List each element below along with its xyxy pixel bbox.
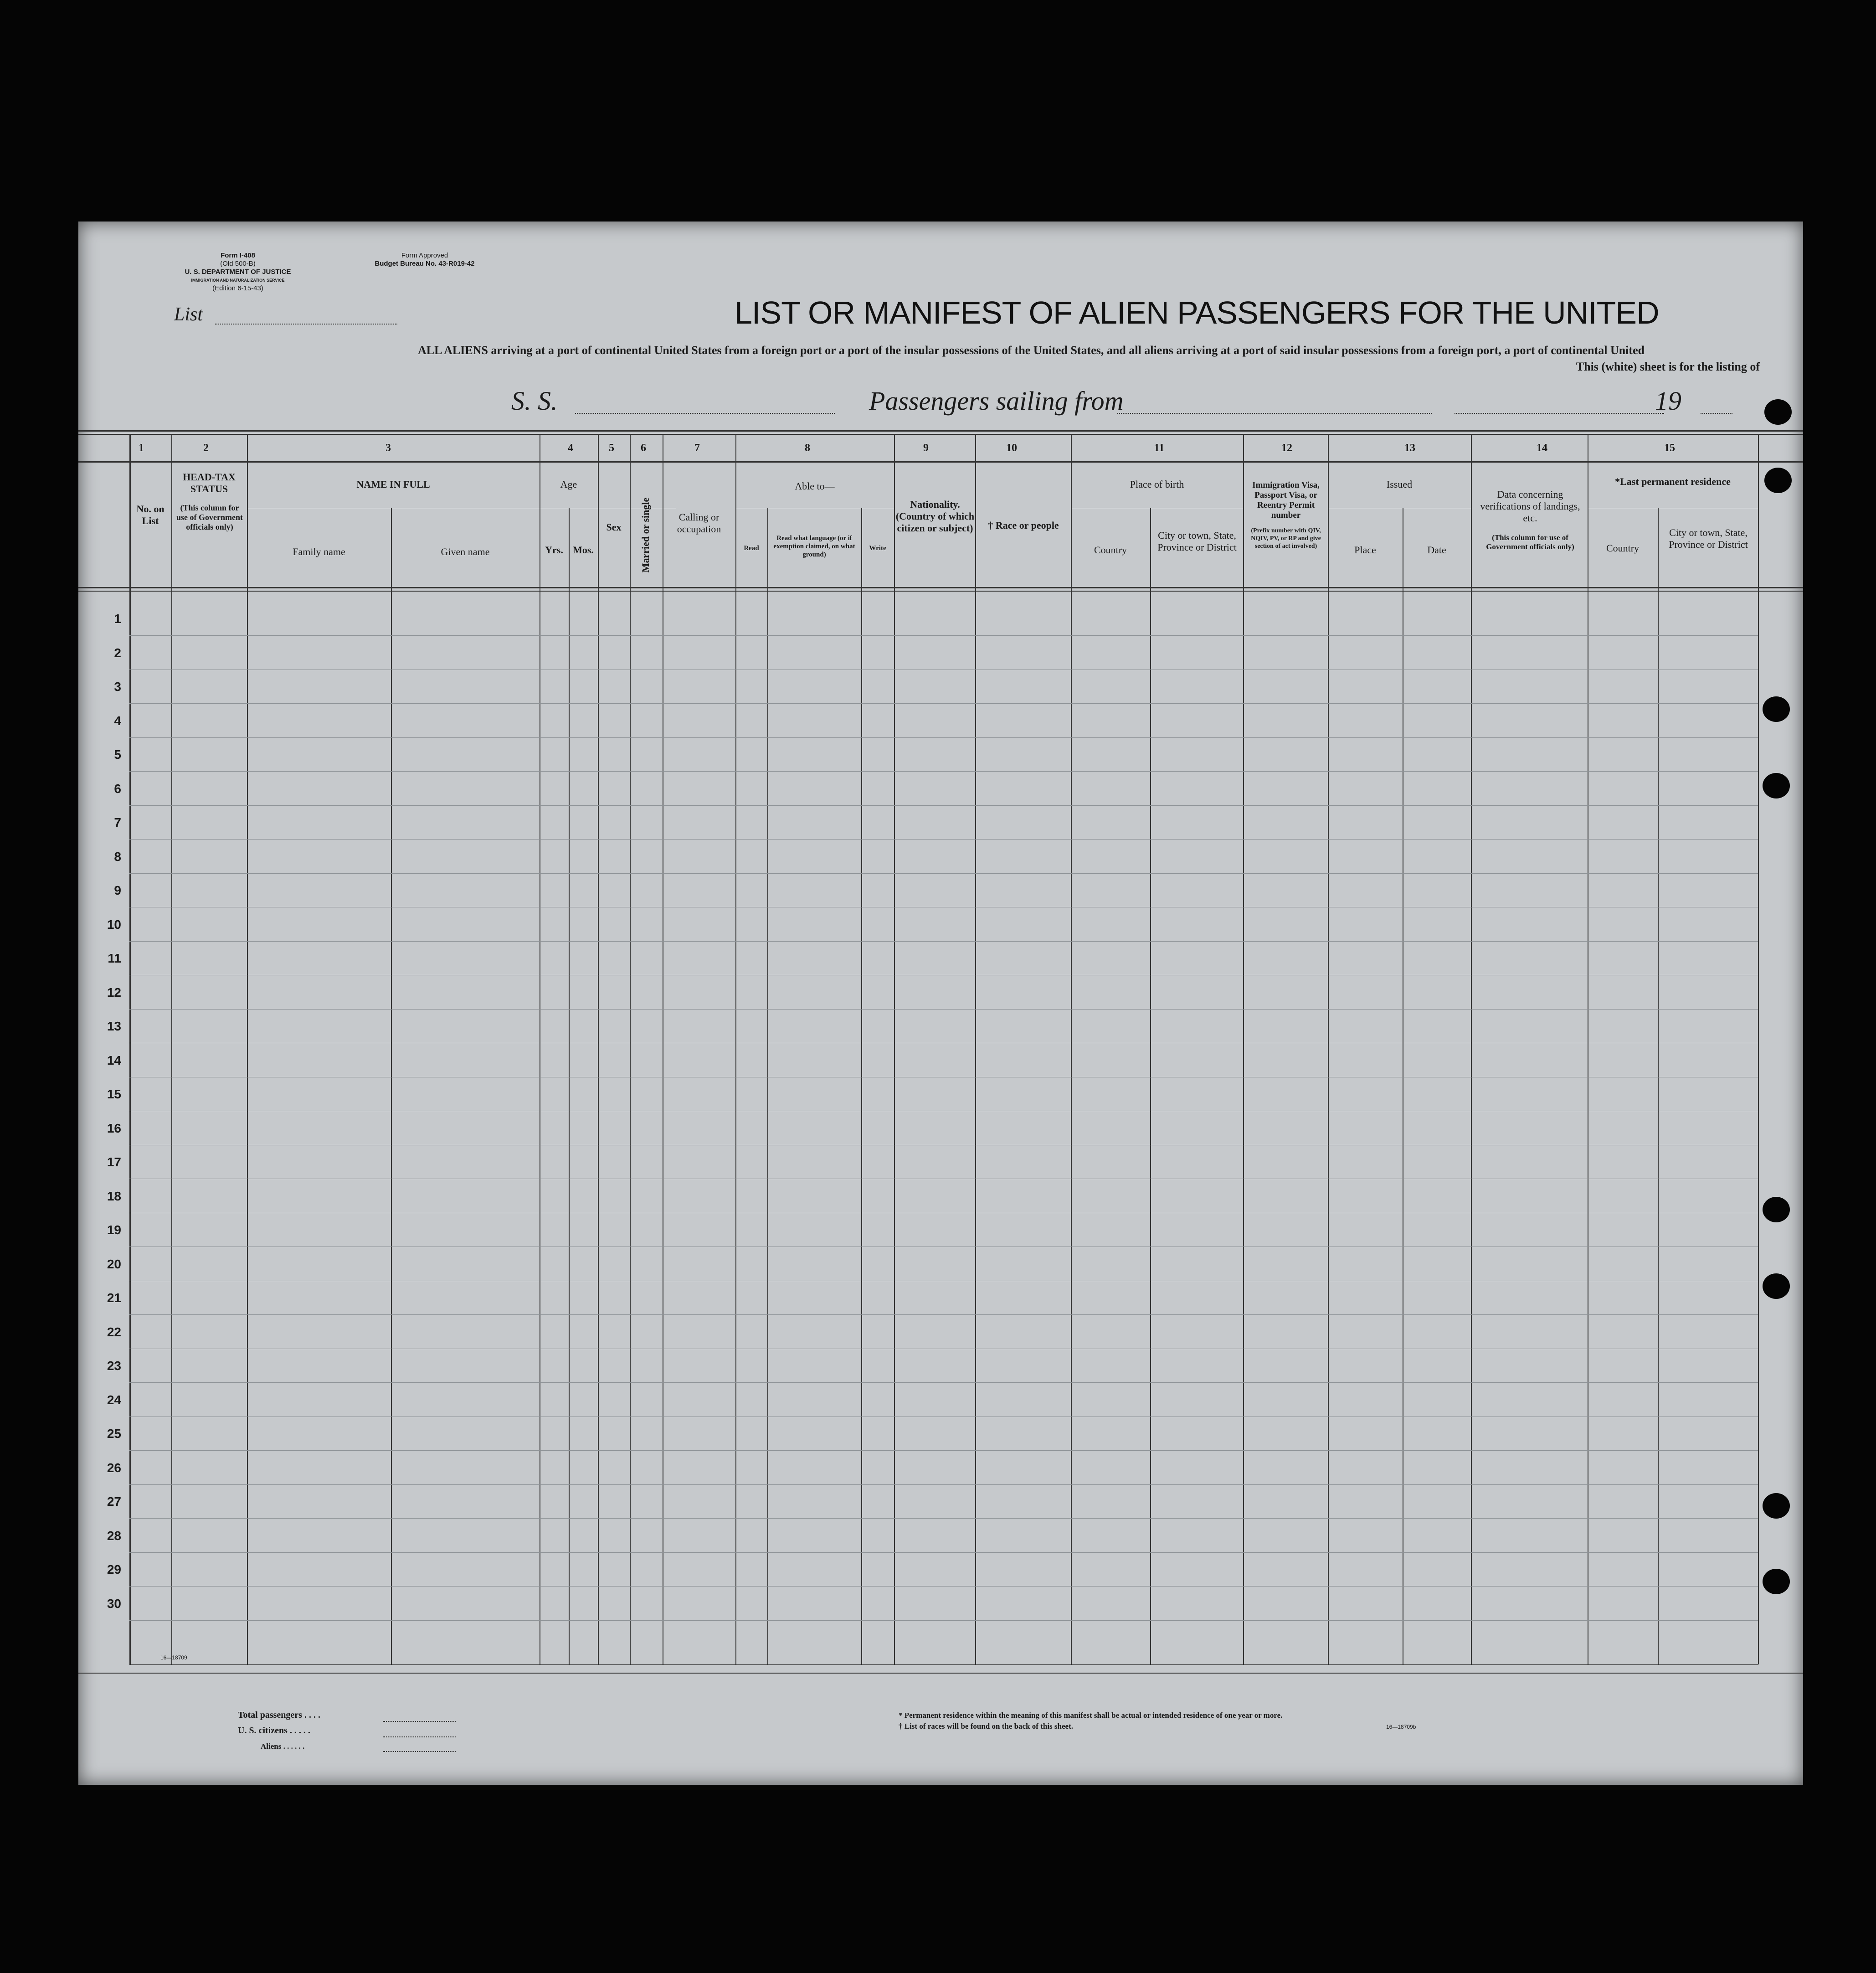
year-prefix: 19 bbox=[1655, 386, 1681, 416]
row-number: 1 bbox=[114, 612, 121, 626]
col-num-9: 9 bbox=[923, 442, 929, 454]
subtitle-1: ALL ALIENS arriving at a port of continental United States from a foreign port or a port of the insular possessions of the United States, and all aliens arriving at a port of said insular possessions from a foreign port, a port of continental United bbox=[418, 344, 1645, 357]
row-number: 27 bbox=[107, 1494, 121, 1509]
col-num-10: 10 bbox=[1006, 442, 1017, 454]
table-row[interactable] bbox=[129, 635, 1758, 636]
form-approved: Form Approved bbox=[401, 252, 448, 259]
header-birth-country: Country bbox=[1094, 544, 1127, 556]
header-visa-note: (Prefix number with QIV, NQIV, PV, or RP and give section of act involved) bbox=[1251, 527, 1321, 550]
header-no-on-list: No. on List bbox=[136, 503, 164, 526]
table-row[interactable] bbox=[129, 771, 1758, 772]
header-read: Read bbox=[744, 545, 759, 552]
footnote-races: † List of races will be found on the back of this sheet. bbox=[899, 1722, 1073, 1731]
table-row[interactable] bbox=[129, 1314, 1758, 1315]
header-last-residence: *Last permanent residence bbox=[1615, 476, 1731, 487]
col-num-15: 15 bbox=[1664, 442, 1675, 454]
form-number: Form I-408 bbox=[221, 252, 255, 259]
col-rule bbox=[975, 434, 976, 1664]
row-number: 3 bbox=[114, 680, 121, 694]
col-rule bbox=[894, 434, 895, 1664]
row-number: 30 bbox=[107, 1596, 121, 1611]
punch-hole bbox=[1763, 1273, 1790, 1299]
col-rule bbox=[1758, 434, 1759, 1664]
header-age: Age bbox=[560, 479, 577, 490]
table-row[interactable] bbox=[129, 1009, 1758, 1010]
row-number: 29 bbox=[107, 1562, 121, 1576]
form-approval bbox=[356, 252, 493, 268]
row-number: 10 bbox=[107, 917, 121, 932]
row-number: 2 bbox=[114, 645, 121, 660]
col-rule bbox=[861, 508, 862, 1664]
table-row[interactable] bbox=[129, 941, 1758, 942]
header-head-tax: HEAD-TAX STATUS bbox=[183, 471, 236, 495]
table-row[interactable] bbox=[129, 1620, 1758, 1621]
us-citizens-field[interactable] bbox=[383, 1736, 456, 1737]
row-number: 12 bbox=[107, 985, 121, 999]
header-given-name: Given name bbox=[441, 546, 490, 557]
punch-hole bbox=[1764, 468, 1792, 493]
header-married-or-single: Married or single bbox=[640, 497, 651, 573]
table-row[interactable] bbox=[129, 1518, 1758, 1519]
col-num-1: 1 bbox=[139, 442, 144, 454]
table-row[interactable] bbox=[129, 1484, 1758, 1485]
row-number: 11 bbox=[108, 951, 121, 965]
table-row[interactable] bbox=[129, 737, 1758, 738]
footnote-residence: * Permanent residence within the meaning of this manifest shall be actual or intended residence of one year or more. bbox=[899, 1711, 1283, 1720]
col-rule bbox=[630, 434, 631, 1664]
column-number-rule bbox=[78, 461, 1803, 463]
ss-field[interactable] bbox=[575, 413, 835, 414]
col-num-4: 4 bbox=[568, 442, 573, 454]
col-num-5: 5 bbox=[609, 442, 614, 454]
row-number: 20 bbox=[107, 1257, 121, 1271]
header-issued-place: Place bbox=[1354, 544, 1376, 556]
list-label: List bbox=[174, 304, 203, 325]
list-field[interactable] bbox=[215, 324, 397, 325]
form-department: U. S. DEPARTMENT OF JUSTICE bbox=[185, 268, 291, 276]
footer-top-rule bbox=[78, 1673, 1803, 1674]
row-number: 9 bbox=[114, 883, 121, 897]
aliens-field[interactable] bbox=[383, 1751, 456, 1752]
print-code-2: 16—18709b bbox=[1386, 1724, 1416, 1730]
col-num-14: 14 bbox=[1537, 442, 1547, 454]
table-row[interactable] bbox=[129, 839, 1758, 840]
row-number: 8 bbox=[114, 849, 121, 864]
header-race: † Race or people bbox=[988, 520, 1059, 531]
header-place-of-birth: Place of birth bbox=[1130, 479, 1184, 490]
col-rule bbox=[569, 508, 570, 1664]
row-number: 22 bbox=[107, 1324, 121, 1339]
col-num-11: 11 bbox=[1154, 442, 1165, 454]
manifest-table bbox=[78, 430, 1803, 1743]
header-issued: Issued bbox=[1386, 479, 1413, 490]
row-number: 18 bbox=[107, 1189, 121, 1203]
table-row[interactable] bbox=[129, 873, 1758, 874]
col-num-12: 12 bbox=[1281, 442, 1292, 454]
header-head-tax-note: (This column for use of Government officials only) bbox=[176, 503, 243, 531]
form-edition: (Edition 6-15-43) bbox=[212, 284, 263, 292]
footer-aliens: Aliens . . . . . . bbox=[261, 1742, 305, 1751]
col-num-6: 6 bbox=[641, 442, 646, 454]
form-header bbox=[174, 252, 302, 293]
row-number: 23 bbox=[107, 1359, 121, 1373]
col-rule bbox=[129, 434, 131, 1664]
row-number: 19 bbox=[107, 1223, 121, 1237]
row-number: 24 bbox=[107, 1392, 121, 1407]
punch-hole bbox=[1763, 696, 1790, 722]
header-family-name: Family name bbox=[293, 546, 345, 557]
table-top-border bbox=[78, 430, 1803, 432]
header-able-to: Able to— bbox=[795, 480, 835, 492]
row-number: 28 bbox=[107, 1528, 121, 1543]
row-number: 4 bbox=[114, 713, 121, 728]
col-rule bbox=[1658, 508, 1659, 1664]
punch-hole bbox=[1763, 1569, 1790, 1594]
header-name-in-full: NAME IN FULL bbox=[356, 479, 430, 490]
header-nationality: Nationality. (Country of which citizen or subject) bbox=[895, 499, 975, 534]
header-birth-city: City or town, State, Province or District bbox=[1157, 530, 1237, 553]
footer-total-passengers: Total passengers . . . . bbox=[238, 1710, 320, 1720]
col-num-8: 8 bbox=[805, 442, 810, 454]
col-num-7: 7 bbox=[694, 442, 700, 454]
total-passengers-field[interactable] bbox=[383, 1721, 456, 1722]
subtitle-2: This (white) sheet is for the listing of bbox=[1576, 360, 1760, 373]
table-row[interactable] bbox=[129, 703, 1758, 704]
row-number: 5 bbox=[114, 747, 121, 762]
page-title: LIST OR MANIFEST OF ALIEN PASSENGERS FOR THE UNITED bbox=[735, 295, 1659, 330]
table-row[interactable] bbox=[129, 1552, 1758, 1553]
col-rule bbox=[1471, 434, 1472, 1664]
row-number: 14 bbox=[107, 1053, 121, 1067]
col-rule bbox=[1328, 434, 1329, 1664]
col-rule bbox=[391, 508, 392, 1664]
row-number: 6 bbox=[114, 781, 121, 796]
header-write: Write bbox=[869, 545, 886, 552]
col-rule bbox=[767, 508, 768, 1664]
year-field[interactable] bbox=[1701, 413, 1732, 414]
row-number: 7 bbox=[114, 815, 121, 829]
header-issued-date: Date bbox=[1427, 544, 1446, 556]
col-rule bbox=[171, 434, 172, 1664]
punch-hole bbox=[1763, 1197, 1790, 1222]
row-number: 15 bbox=[107, 1087, 121, 1101]
form-budget: Budget Bureau No. 43-R019-42 bbox=[375, 260, 475, 268]
col-rule bbox=[598, 434, 599, 1664]
table-row[interactable] bbox=[129, 1382, 1758, 1383]
manifest-sheet bbox=[78, 222, 1803, 1785]
header-bottom-rule-2 bbox=[78, 591, 1803, 592]
header-bottom-rule bbox=[78, 587, 1803, 588]
header-verifications: Data concerning verifications of landings, etc. bbox=[1480, 489, 1580, 524]
col-rule bbox=[1150, 508, 1151, 1664]
punch-hole bbox=[1763, 1493, 1790, 1519]
header-verifications-note: (This column for use of Government officials only) bbox=[1486, 533, 1574, 551]
table-top-border-2 bbox=[78, 434, 1803, 435]
row-number: 26 bbox=[107, 1460, 121, 1475]
col-num-13: 13 bbox=[1404, 442, 1415, 454]
print-code: 16—18709 bbox=[160, 1654, 187, 1661]
col-rule bbox=[247, 434, 248, 1664]
row-number: 13 bbox=[107, 1019, 121, 1033]
header-mos: Mos. bbox=[573, 544, 594, 556]
sailing-date-field[interactable] bbox=[1455, 413, 1664, 414]
col-rule bbox=[1243, 434, 1244, 1664]
punch-hole bbox=[1764, 399, 1792, 425]
footer-us-citizens: U. S. citizens . . . . . bbox=[238, 1726, 310, 1736]
header-visa: Immigration Visa, Passport Visa, or Reentry Permit number bbox=[1252, 480, 1320, 520]
row-number: 21 bbox=[107, 1291, 121, 1305]
table-row[interactable] bbox=[129, 805, 1758, 806]
col-num-3: 3 bbox=[385, 442, 391, 454]
header-sex: Sex bbox=[606, 521, 622, 533]
ss-label: S. S. bbox=[511, 386, 558, 416]
table-row[interactable] bbox=[129, 1586, 1758, 1587]
col-num-2: 2 bbox=[203, 442, 209, 454]
header-yrs: Yrs. bbox=[545, 544, 563, 556]
col-rule bbox=[735, 434, 736, 1664]
sailing-from-field[interactable] bbox=[1117, 413, 1432, 414]
row-number: 16 bbox=[107, 1121, 121, 1135]
row-number: 25 bbox=[107, 1427, 121, 1441]
table-row[interactable] bbox=[129, 1450, 1758, 1451]
header-calling: Calling or occupation bbox=[677, 511, 721, 535]
form-old-number: (Old 500-B) bbox=[220, 260, 256, 268]
punch-hole bbox=[1763, 773, 1790, 798]
table-bottom-rule bbox=[129, 1664, 1758, 1665]
header-read-language: Read what language (or if exemption claimed, on what ground) bbox=[773, 535, 855, 558]
header-residence-country: Country bbox=[1606, 542, 1640, 554]
row-number: 17 bbox=[107, 1155, 121, 1169]
sailing-label: Passengers sailing from bbox=[869, 386, 1124, 416]
header-residence-city: City or town, State, Province or District bbox=[1669, 527, 1748, 550]
form-service: IMMIGRATION AND NATURALIZATION SERVICE bbox=[191, 278, 285, 283]
col-rule bbox=[1071, 434, 1072, 1664]
